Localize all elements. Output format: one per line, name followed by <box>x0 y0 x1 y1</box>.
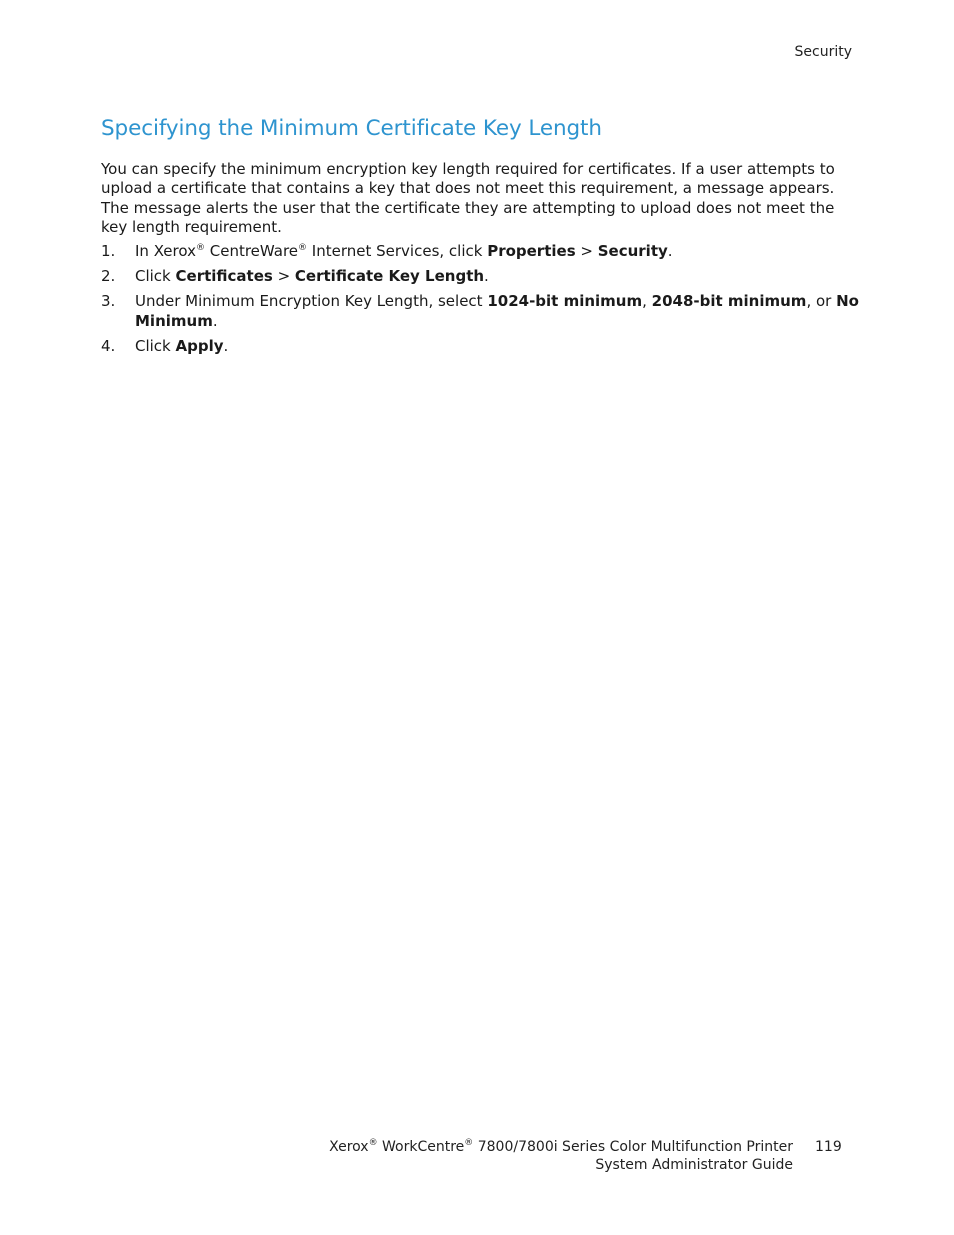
step-text: , or <box>806 292 837 310</box>
ui-term: Security <box>597 242 668 260</box>
section-title: Specifying the Minimum Certificate Key Length <box>101 116 602 141</box>
path-separator: > <box>272 267 295 285</box>
step-number: 1. <box>101 242 116 260</box>
steps-list <box>101 242 861 362</box>
step-number: 2. <box>101 267 116 285</box>
registered-mark: ® <box>368 1138 378 1148</box>
ui-term: Properties <box>487 242 576 260</box>
punctuation: . <box>667 242 673 260</box>
punctuation: . <box>484 267 489 285</box>
ui-term: 2048-bit minimum <box>651 292 807 310</box>
intro-paragraph: You can specify the minimum encryption key length required for certificates. If a user attempts to upload a certificate that contains a key that does not meet this requirement, a message appears. The message alerts the user that the certificate they are attempting to upload does not meet the key length requirement. <box>101 160 835 236</box>
footer-brand: Xerox <box>329 1139 369 1155</box>
ui-term: 1024-bit minimum <box>487 292 643 310</box>
list-item <box>101 292 861 331</box>
footer-guide-title: System Administrator Guide <box>595 1156 793 1173</box>
step-text: Click <box>135 267 176 285</box>
path-separator: > <box>575 242 598 260</box>
step-text: Click <box>135 336 176 355</box>
footer-product-line <box>329 1139 793 1157</box>
footer-product: WorkCentre <box>377 1139 465 1155</box>
list-item <box>101 337 861 357</box>
step-text: CentreWare <box>204 242 299 260</box>
page-number: 119 <box>815 1139 842 1155</box>
list-item <box>101 242 861 262</box>
page-footer <box>329 1139 793 1174</box>
registered-mark: ® <box>298 243 308 253</box>
ui-term: Apply <box>175 336 224 355</box>
ui-term: Certificates <box>175 267 273 285</box>
ui-term: Certificate Key Length <box>294 267 485 285</box>
ui-term: No Minimum <box>135 292 859 330</box>
step-number: 3. <box>101 292 116 310</box>
list-item <box>101 267 861 287</box>
punctuation: . <box>223 336 229 355</box>
registered-mark: ® <box>464 1138 474 1148</box>
footer-model: 7800/7800i Series Color Multifunction Printer <box>473 1139 793 1155</box>
registered-mark: ® <box>195 243 205 253</box>
step-text: Under Minimum Encryption Key Length, select <box>135 292 488 310</box>
step-number: 4. <box>101 336 116 355</box>
punctuation: . <box>212 311 218 330</box>
step-text: Internet Services, click <box>307 242 488 260</box>
running-header: Security <box>794 44 852 60</box>
step-text: In Xerox <box>135 242 196 260</box>
punctuation: , <box>642 292 652 310</box>
